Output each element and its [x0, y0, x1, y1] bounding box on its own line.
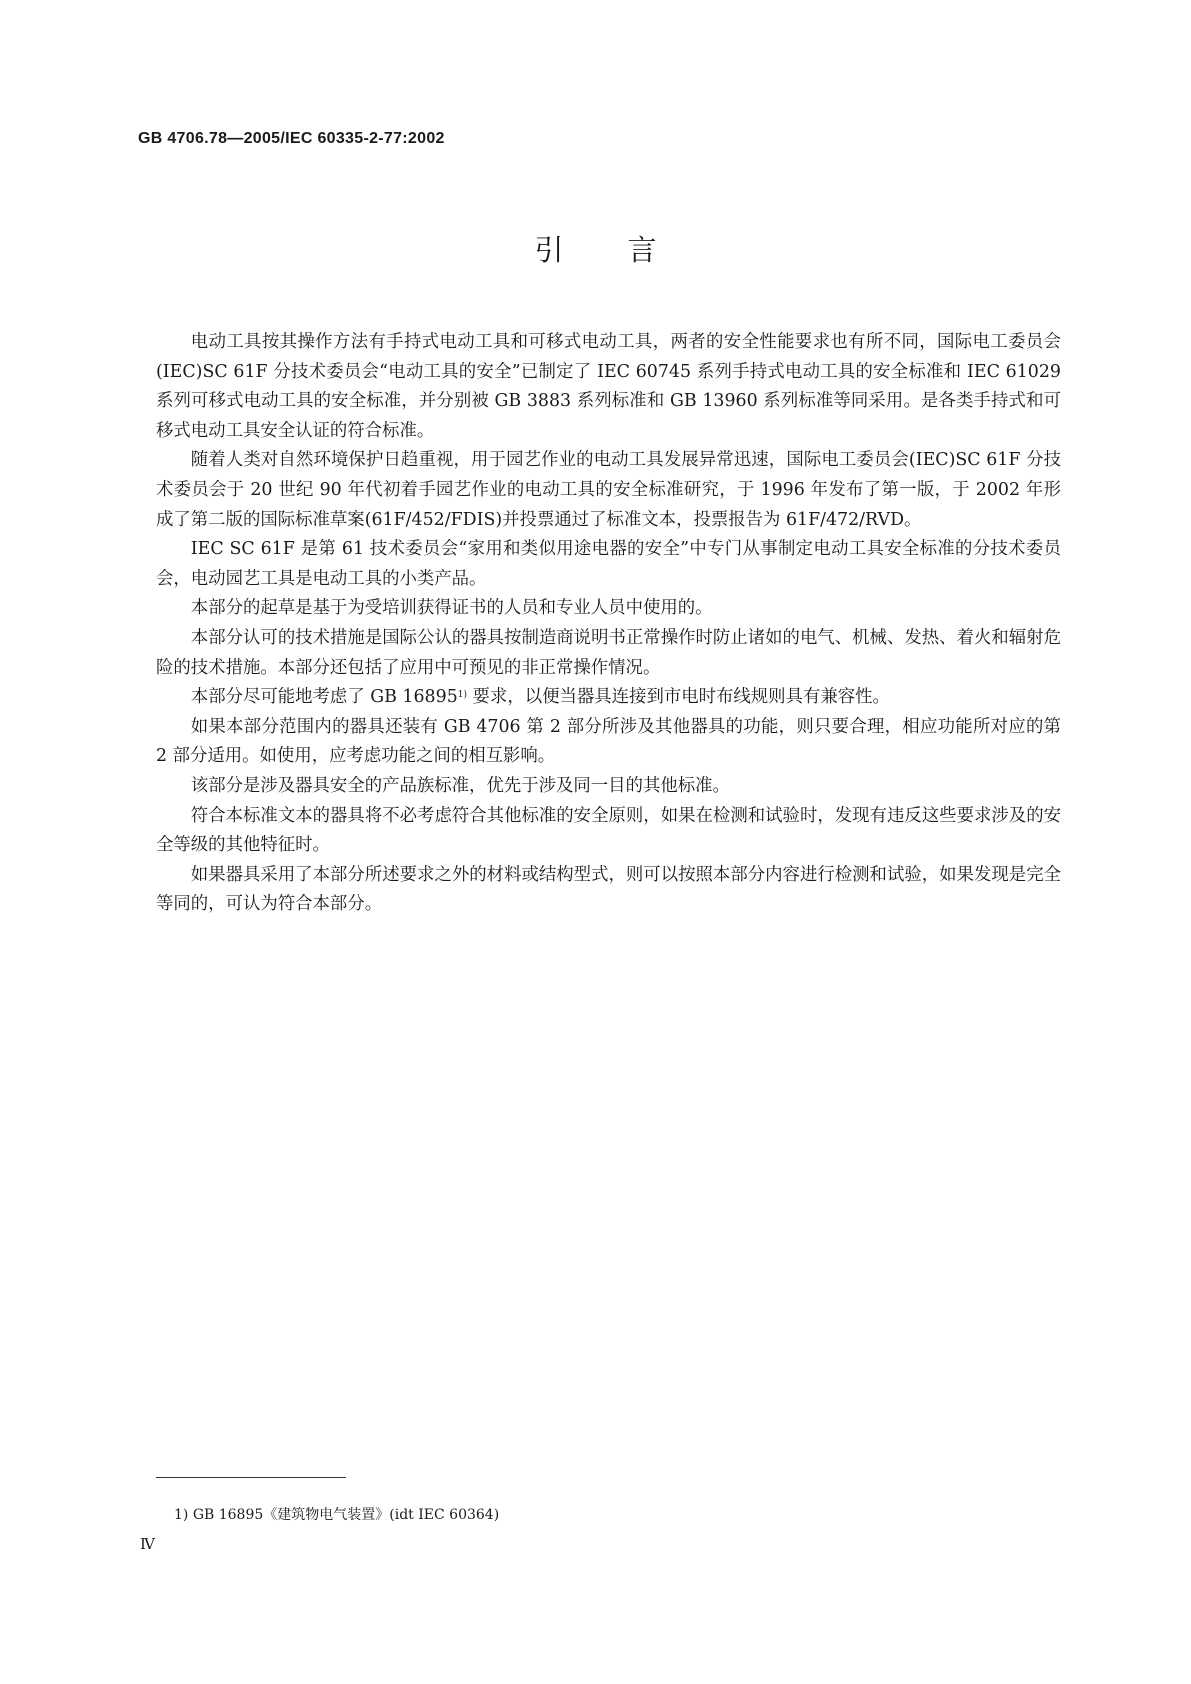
- paragraph: 如果本部分范围内的器具还装有 GB 4706 第 2 部分所涉及其他器具的功能，则只要合理，相应功能所对应的第 2 部分适用。如使用，应考虑功能之间的相互影响。: [156, 716, 1061, 767]
- paragraph: 本部分的起草是基于为受培训获得证书的人员和专业人员中使用的。: [190, 598, 713, 619]
- paragraph: 符合本标准文本的器具将不必考虑符合其他标准的安全原则，如果在检测和试验时，发现有违反这些要求涉及的安全等级的其他特征时。: [156, 805, 1061, 856]
- paragraph: 该部分是涉及器具安全的产品族标准，优先于涉及同一目的其他标准。: [190, 775, 730, 796]
- paragraph: IEC SC 61F 是第 61 技术委员会“家用和类似用途电器的安全”中专门从事制定电动工具安全标准的分技术委员会，电动园艺工具是电动工具的小类产品。: [156, 539, 1061, 589]
- paragraph: 电动工具按其操作方法有手持式电动工具和可移式电动工具，两者的安全性能要求也有所不同，国际电工委员会(IEC)SC 61F 分技术委员会“电动工具的安全”已制定了 IEC 60745 系列手持式电动工具的安全标准和 IEC 61029 系列可移式电动工具的安全标准，并分别被 GB 3883 系列标准和 GB 13960 系列标准等同采用。是各类手持式和可移式电动工具安全认证的符合标准。: [156, 332, 1061, 441]
- page-title: 引言: [534, 233, 721, 267]
- document-body: [156, 328, 1061, 920]
- standard-code: GB 4706.78—2005/IEC: [138, 130, 313, 147]
- footnote-divider: [156, 1477, 346, 1478]
- paragraph: 本部分认可的技术措施是国际公认的器具按制造商说明书正常操作时防止诸如的电气、机械、发热、着火和辐射危险的技术措施。本部分还包括了应用中可预见的非正常操作情况。: [156, 627, 1061, 678]
- paragraph: [156, 683, 1061, 713]
- iec-code: 60335-2-77:2002: [312, 130, 445, 147]
- page-number: Ⅳ: [140, 1535, 155, 1553]
- paragraph-text: 本部分尽可能地考虑了 GB 16895: [190, 687, 458, 708]
- footnote-marker: 1): [457, 690, 468, 701]
- paragraph: 随着人类对自然环境保护日趋重视，用于园艺作业的电动工具发展异常迅速，国际电工委员会(IEC)SC 61F 分技术委员会于 20 世纪 90 年代初着手园艺作业的电动工具的安全标准研究，于 1996 年发布了第一版，于 2002 年形成了第二版的国际标准草案(61F/452/FDIS)并投票通过了标准文本，投票报告为 61F/472/RVD。: [156, 450, 1061, 530]
- paragraph-text: 要求，以便当器具连接到市电时布线规则具有兼容性。: [467, 687, 890, 708]
- paragraph: 如果器具采用了本部分所述要求之外的材料或结构型式，则可以按照本部分内容进行检测和试验，如果发现是完全等同的，可认为符合本部分。: [156, 864, 1061, 915]
- footnote: 1) GB 16895《建筑物电气装置》(idt IEC 60364): [174, 1507, 500, 1523]
- standard-header: [138, 128, 445, 148]
